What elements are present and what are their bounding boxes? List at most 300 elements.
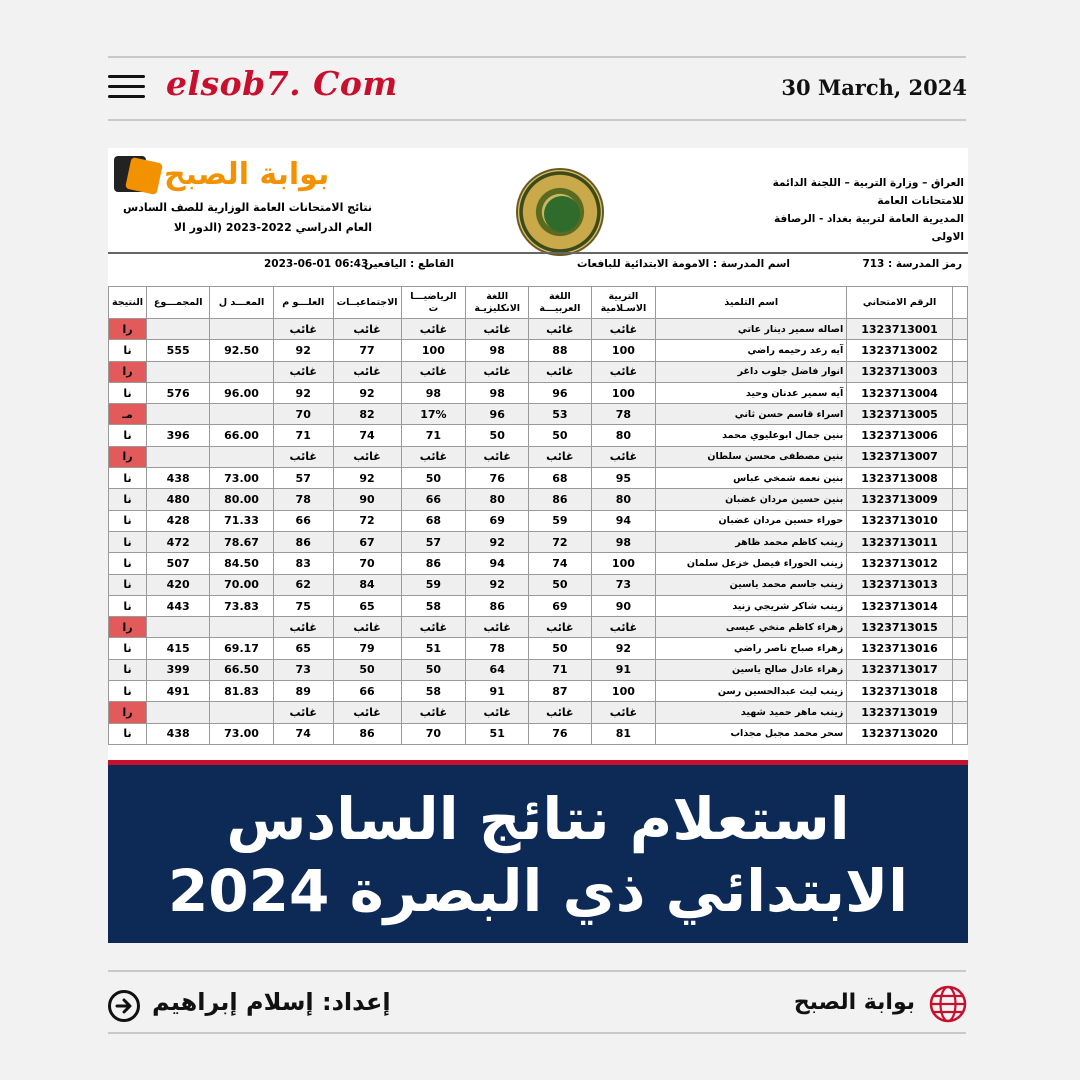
table-cell-edge xyxy=(952,468,967,489)
table-cell-name: بنين نعمه شمخي عباس xyxy=(656,468,847,489)
table-cell-math: 50 xyxy=(401,659,466,680)
table-cell-id: 1323713014 xyxy=(847,595,953,616)
table-cell-soc: 67 xyxy=(333,531,401,552)
table-row xyxy=(109,319,968,340)
table-cell-sci: 65 xyxy=(273,638,333,659)
table-cell-ara: 96 xyxy=(529,382,591,403)
table-cell-avg xyxy=(210,361,274,382)
table-cell-sci: 86 xyxy=(273,531,333,552)
table-cell-math: غائب xyxy=(401,702,466,723)
table-cell-eng: 98 xyxy=(466,382,529,403)
table-cell-soc: غائب xyxy=(333,617,401,638)
table-cell-isl: 73 xyxy=(591,574,656,595)
table-cell-avg xyxy=(210,319,274,340)
table-cell-edge xyxy=(952,681,967,702)
table-cell-result: را xyxy=(109,617,147,638)
table-cell-eng: 51 xyxy=(466,723,529,744)
table-cell-sci: 89 xyxy=(273,681,333,702)
table-cell-sci: 75 xyxy=(273,595,333,616)
table-cell-soc: غائب xyxy=(333,319,401,340)
table-cell-total: 438 xyxy=(147,468,210,489)
table-row xyxy=(109,702,968,723)
table-cell-soc: 77 xyxy=(333,340,401,361)
column-header: الرياضيـــا ت xyxy=(401,287,466,319)
table-cell-isl: 78 xyxy=(591,404,656,425)
table-row xyxy=(109,574,968,595)
table-cell-eng: 50 xyxy=(466,425,529,446)
table-row xyxy=(109,681,968,702)
table-cell-total: 443 xyxy=(147,595,210,616)
table-cell-id: 1323713016 xyxy=(847,638,953,659)
table-cell-edge xyxy=(952,446,967,467)
print-timestamp: 06:43 2023-06-01 xyxy=(264,258,369,270)
results-document-image xyxy=(108,148,968,760)
table-cell-ara: 59 xyxy=(529,510,591,531)
table-row xyxy=(109,531,968,552)
table-cell-sci: 92 xyxy=(273,382,333,403)
table-cell-ara: غائب xyxy=(529,446,591,467)
table-cell-isl: غائب xyxy=(591,617,656,638)
table-row xyxy=(109,553,968,574)
table-cell-avg: 70.00 xyxy=(210,574,274,595)
arrow-right-circle-icon[interactable] xyxy=(108,990,140,1022)
sector: القاطع : اليافعين xyxy=(364,258,454,270)
table-cell-math: غائب xyxy=(401,361,466,382)
table-cell-name: زهراء صباح ناصر راضي xyxy=(656,638,847,659)
table-row xyxy=(109,723,968,744)
table-cell-isl: 100 xyxy=(591,553,656,574)
table-cell-isl: 100 xyxy=(591,340,656,361)
table-cell-result: نا xyxy=(109,553,147,574)
table-cell-name: زهراء عادل صالح ياسين xyxy=(656,659,847,680)
table-cell-total: 555 xyxy=(147,340,210,361)
table-cell-total: 399 xyxy=(147,659,210,680)
table-cell-id: 1323713009 xyxy=(847,489,953,510)
table-cell-isl: 90 xyxy=(591,595,656,616)
table-cell-avg: 66.00 xyxy=(210,425,274,446)
table-cell-sci: 74 xyxy=(273,723,333,744)
brand-logo-text[interactable]: elsob7. Com xyxy=(166,64,398,103)
table-cell-total: 576 xyxy=(147,382,210,403)
table-cell-isl: غائب xyxy=(591,361,656,382)
table-cell-avg: 69.17 xyxy=(210,638,274,659)
table-cell-total: 420 xyxy=(147,574,210,595)
table-cell-result: نا xyxy=(109,382,147,403)
table-cell-ara: 53 xyxy=(529,404,591,425)
table-header-row xyxy=(109,287,968,319)
table-row xyxy=(109,659,968,680)
table-cell-id: 1323713012 xyxy=(847,553,953,574)
site-logo xyxy=(112,152,329,196)
table-cell-edge xyxy=(952,361,967,382)
table-cell-ara: 50 xyxy=(529,574,591,595)
table-cell-avg: 73.00 xyxy=(210,468,274,489)
table-cell-math: غائب xyxy=(401,617,466,638)
table-cell-name: آيه سمير عدنان وحيد xyxy=(656,382,847,403)
table-row xyxy=(109,425,968,446)
table-row xyxy=(109,446,968,467)
table-cell-avg: 73.00 xyxy=(210,723,274,744)
table-cell-isl: 100 xyxy=(591,382,656,403)
table-cell-soc: 70 xyxy=(333,553,401,574)
table-cell-avg: 80.00 xyxy=(210,489,274,510)
table-cell-id: 1323713011 xyxy=(847,531,953,552)
table-cell-avg: 71.33 xyxy=(210,510,274,531)
table-cell-eng: 76 xyxy=(466,468,529,489)
table-cell-sci: 66 xyxy=(273,510,333,531)
table-cell-edge xyxy=(952,340,967,361)
table-cell-edge xyxy=(952,531,967,552)
table-cell-result: نا xyxy=(109,595,147,616)
table-cell-avg xyxy=(210,617,274,638)
table-cell-result: نا xyxy=(109,489,147,510)
table-cell-avg: 81.83 xyxy=(210,681,274,702)
table-cell-id: 1323713015 xyxy=(847,617,953,638)
table-cell-ara: 88 xyxy=(529,340,591,361)
table-cell-isl: 91 xyxy=(591,659,656,680)
table-row xyxy=(109,382,968,403)
table-row xyxy=(109,617,968,638)
table-cell-avg: 66.50 xyxy=(210,659,274,680)
table-cell-total: 396 xyxy=(147,425,210,446)
table-cell-soc: 79 xyxy=(333,638,401,659)
table-cell-result: نا xyxy=(109,340,147,361)
table-cell-math: 17% xyxy=(401,404,466,425)
table-cell-math: 58 xyxy=(401,595,466,616)
document-left-header xyxy=(112,198,372,238)
table-cell-soc: 74 xyxy=(333,425,401,446)
table-cell-isl: 100 xyxy=(591,681,656,702)
logo-mark-icon xyxy=(112,152,160,196)
table-cell-eng: غائب xyxy=(466,319,529,340)
table-cell-total: 428 xyxy=(147,510,210,531)
table-cell-ara: 87 xyxy=(529,681,591,702)
school-info-row xyxy=(108,252,968,274)
table-cell-edge xyxy=(952,382,967,403)
table-cell-edge xyxy=(952,638,967,659)
table-cell-math: 51 xyxy=(401,638,466,659)
table-cell-ara: 50 xyxy=(529,425,591,446)
table-cell-id: 1323713013 xyxy=(847,574,953,595)
table-cell-avg: 73.83 xyxy=(210,595,274,616)
table-cell-name: انوار فاضل جلوب داغر xyxy=(656,361,847,382)
table-cell-result: نا xyxy=(109,531,147,552)
table-cell-id: 1323713006 xyxy=(847,425,953,446)
table-row xyxy=(109,595,968,616)
table-cell-result: نا xyxy=(109,468,147,489)
table-cell-edge xyxy=(952,595,967,616)
table-cell-ara: 71 xyxy=(529,659,591,680)
table-cell-result: نا xyxy=(109,425,147,446)
table-cell-eng: 64 xyxy=(466,659,529,680)
table-cell-id: 1323713002 xyxy=(847,340,953,361)
table-cell-edge xyxy=(952,702,967,723)
table-cell-total: 472 xyxy=(147,531,210,552)
table-cell-total: 507 xyxy=(147,553,210,574)
table-cell-soc: 90 xyxy=(333,489,401,510)
table-cell-soc: 84 xyxy=(333,574,401,595)
table-cell-result: نا xyxy=(109,510,147,531)
ministry-seal-icon xyxy=(516,168,604,256)
table-cell-ara: 50 xyxy=(529,638,591,659)
table-cell-sci: غائب xyxy=(273,361,333,382)
table-cell-edge xyxy=(952,574,967,595)
column-header: المعـــد ل xyxy=(210,287,274,319)
table-cell-avg xyxy=(210,404,274,425)
table-cell-edge xyxy=(952,617,967,638)
table-cell-result: را xyxy=(109,319,147,340)
table-cell-sci: 92 xyxy=(273,340,333,361)
table-cell-name: سحر محمد مجبل مجذاب xyxy=(656,723,847,744)
table-cell-id: 1323713018 xyxy=(847,681,953,702)
table-cell-sci: 62 xyxy=(273,574,333,595)
table-cell-math: 98 xyxy=(401,382,466,403)
table-row xyxy=(109,340,968,361)
table-cell-total xyxy=(147,446,210,467)
table-cell-avg: 92.50 xyxy=(210,340,274,361)
table-cell-ara: غائب xyxy=(529,617,591,638)
table-cell-ara: 72 xyxy=(529,531,591,552)
table-cell-eng: غائب xyxy=(466,361,529,382)
headline-line-2: الابتدائي ذي البصرة 2024 xyxy=(167,857,909,925)
table-cell-eng: 86 xyxy=(466,595,529,616)
table-cell-eng: غائب xyxy=(466,446,529,467)
table-cell-ara: 86 xyxy=(529,489,591,510)
table-cell-result: مـ xyxy=(109,404,147,425)
table-cell-name: زينب ليث عبدالحسين رسن xyxy=(656,681,847,702)
table-cell-isl: 80 xyxy=(591,489,656,510)
table-cell-soc: 82 xyxy=(333,404,401,425)
table-cell-edge xyxy=(952,553,967,574)
table-cell-isl: غائب xyxy=(591,446,656,467)
table-cell-soc: 92 xyxy=(333,382,401,403)
table-cell-eng: 69 xyxy=(466,510,529,531)
table-row xyxy=(109,404,968,425)
table-cell-result: را xyxy=(109,702,147,723)
table-cell-id: 1323713020 xyxy=(847,723,953,744)
table-cell-eng: 91 xyxy=(466,681,529,702)
table-cell-eng: غائب xyxy=(466,702,529,723)
table-cell-sci: 73 xyxy=(273,659,333,680)
column-header: المجمـــوع xyxy=(147,287,210,319)
table-cell-eng: 92 xyxy=(466,531,529,552)
table-cell-eng: غائب xyxy=(466,617,529,638)
table-cell-soc: 72 xyxy=(333,510,401,531)
school-code: رمز المدرسة : 713 xyxy=(862,258,962,270)
table-cell-total: 438 xyxy=(147,723,210,744)
column-header: اللغة العربيـــة xyxy=(529,287,591,319)
table-cell-ara: غائب xyxy=(529,319,591,340)
table-cell-avg: 78.67 xyxy=(210,531,274,552)
headline-line-1: استعلام نتائج السادس xyxy=(226,785,850,853)
table-cell-eng: 98 xyxy=(466,340,529,361)
table-cell-math: غائب xyxy=(401,446,466,467)
table-cell-isl: 80 xyxy=(591,425,656,446)
column-header: التربية الاسـلامية xyxy=(591,287,656,319)
table-cell-result: نا xyxy=(109,681,147,702)
table-cell-math: 100 xyxy=(401,340,466,361)
table-cell-ara: 69 xyxy=(529,595,591,616)
table-cell-total: 480 xyxy=(147,489,210,510)
table-cell-name: زهراء كاظم منخي عيسى xyxy=(656,617,847,638)
column-header-blank xyxy=(952,287,967,319)
table-cell-soc: 66 xyxy=(333,681,401,702)
table-cell-id: 1323713004 xyxy=(847,382,953,403)
table-cell-total xyxy=(147,404,210,425)
table-cell-eng: 96 xyxy=(466,404,529,425)
table-cell-isl: غائب xyxy=(591,702,656,723)
table-cell-name: بنين حسين مردان غضبان xyxy=(656,489,847,510)
title-banner xyxy=(108,760,968,943)
table-cell-id: 1323713005 xyxy=(847,404,953,425)
document-right-line: المديرية العامة لتربية بغداد - الرصافة xyxy=(773,213,964,225)
table-cell-eng: 92 xyxy=(466,574,529,595)
table-cell-sci: 57 xyxy=(273,468,333,489)
table-cell-sci: 83 xyxy=(273,553,333,574)
table-row xyxy=(109,361,968,382)
table-cell-avg: 84.50 xyxy=(210,553,274,574)
table-cell-name: زينب شاكر شريجي زنيد xyxy=(656,595,847,616)
table-cell-result: نا xyxy=(109,638,147,659)
table-cell-result: نا xyxy=(109,723,147,744)
table-cell-result: نا xyxy=(109,574,147,595)
column-header: اللغة الانكليزيـة xyxy=(466,287,529,319)
table-cell-total: 491 xyxy=(147,681,210,702)
table-cell-math: 68 xyxy=(401,510,466,531)
table-cell-name: آيه رعد رحيمه راضي xyxy=(656,340,847,361)
table-cell-ara: غائب xyxy=(529,702,591,723)
document-right-line: العراق – وزارة التربية – اللجنة الدائمة للامتحانات العامة xyxy=(772,177,964,207)
table-cell-isl: 95 xyxy=(591,468,656,489)
table-cell-sci: غائب xyxy=(273,702,333,723)
table-cell-edge xyxy=(952,489,967,510)
table-cell-edge xyxy=(952,319,967,340)
table-cell-name: بنين جمال ابوعليوي محمد xyxy=(656,425,847,446)
table-cell-total: 415 xyxy=(147,638,210,659)
column-header: العلـــو م xyxy=(273,287,333,319)
table-cell-soc: 92 xyxy=(333,468,401,489)
table-cell-ara: 74 xyxy=(529,553,591,574)
table-cell-isl: غائب xyxy=(591,319,656,340)
globe-icon[interactable] xyxy=(929,985,967,1023)
top-divider xyxy=(108,56,966,58)
table-cell-name: زينب الحوراء فيصل خزعل سلمان xyxy=(656,553,847,574)
author-credit: إعداد: إسلام إبراهيم xyxy=(152,988,391,1016)
table-cell-name: اصاله سمير دينار عاتي xyxy=(656,319,847,340)
table-cell-id: 1323713001 xyxy=(847,319,953,340)
table-cell-math: 59 xyxy=(401,574,466,595)
document-left-line: نتائج الامتحانات العامة الوزارية للصف السادس xyxy=(123,201,372,214)
table-cell-math: 70 xyxy=(401,723,466,744)
column-header: الاجتماعيــات xyxy=(333,287,401,319)
table-cell-edge xyxy=(952,404,967,425)
table-cell-id: 1323713003 xyxy=(847,361,953,382)
table-cell-soc: 86 xyxy=(333,723,401,744)
table-cell-math: غائب xyxy=(401,319,466,340)
table-cell-isl: 94 xyxy=(591,510,656,531)
table-cell-id: 1323713008 xyxy=(847,468,953,489)
table-cell-math: 86 xyxy=(401,553,466,574)
table-cell-math: 66 xyxy=(401,489,466,510)
table-cell-name: حوراء حسين مردان غضبان xyxy=(656,510,847,531)
table-cell-soc: غائب xyxy=(333,361,401,382)
table-cell-math: 50 xyxy=(401,468,466,489)
table-cell-soc: غائب xyxy=(333,702,401,723)
table-cell-edge xyxy=(952,510,967,531)
menu-icon[interactable] xyxy=(108,73,145,101)
table-cell-soc: 65 xyxy=(333,595,401,616)
table-cell-avg xyxy=(210,446,274,467)
banner-accent-bar xyxy=(108,760,968,765)
document-right-header xyxy=(724,174,964,246)
table-cell-ara: غائب xyxy=(529,361,591,382)
table-cell-avg: 96.00 xyxy=(210,382,274,403)
table-cell-math: 71 xyxy=(401,425,466,446)
results-table xyxy=(108,286,968,745)
table-cell-edge xyxy=(952,659,967,680)
table-cell-edge xyxy=(952,425,967,446)
header-divider xyxy=(108,119,966,121)
table-cell-total xyxy=(147,361,210,382)
table-cell-ara: 76 xyxy=(529,723,591,744)
table-cell-result: را xyxy=(109,446,147,467)
footer-site-name[interactable]: بوابة الصبح xyxy=(793,990,915,1015)
table-cell-id: 1323713007 xyxy=(847,446,953,467)
table-cell-math: 58 xyxy=(401,681,466,702)
table-cell-soc: 50 xyxy=(333,659,401,680)
logo-text: بوابة الصبح xyxy=(164,156,330,192)
column-header: اسم التلميذ xyxy=(656,287,847,319)
table-cell-name: زينب كاظم محمد ظاهر xyxy=(656,531,847,552)
table-cell-math: 57 xyxy=(401,531,466,552)
table-cell-id: 1323713010 xyxy=(847,510,953,531)
table-cell-edge xyxy=(952,723,967,744)
table-cell-eng: 78 xyxy=(466,638,529,659)
table-cell-id: 1323713017 xyxy=(847,659,953,680)
table-cell-sci: غائب xyxy=(273,446,333,467)
table-cell-isl: 98 xyxy=(591,531,656,552)
table-row xyxy=(109,468,968,489)
table-cell-name: زينب جاسم محمد ياسين xyxy=(656,574,847,595)
table-cell-result: را xyxy=(109,361,147,382)
document-left-line: العام الدراسي 2022-2023 (الدور الا xyxy=(173,221,372,234)
column-header: الرقم الامتحاني xyxy=(847,287,953,319)
table-cell-soc: غائب xyxy=(333,446,401,467)
table-cell-id: 1323713019 xyxy=(847,702,953,723)
footer-bottom-divider xyxy=(108,1032,966,1034)
table-row xyxy=(109,638,968,659)
table-cell-name: بنين مصطفى محسن سلطان xyxy=(656,446,847,467)
table-row xyxy=(109,510,968,531)
table-cell-eng: 80 xyxy=(466,489,529,510)
table-cell-eng: 94 xyxy=(466,553,529,574)
footer-top-divider xyxy=(108,970,966,972)
table-cell-name: اسراء قاسم حسن ثاني xyxy=(656,404,847,425)
table-cell-sci: 78 xyxy=(273,489,333,510)
table-cell-total xyxy=(147,617,210,638)
table-cell-name: زينب ماهر حميد شهيد xyxy=(656,702,847,723)
table-cell-sci: 71 xyxy=(273,425,333,446)
table-cell-total xyxy=(147,702,210,723)
table-cell-sci: غائب xyxy=(273,319,333,340)
table-cell-avg xyxy=(210,702,274,723)
table-cell-result: نا xyxy=(109,659,147,680)
table-cell-isl: 92 xyxy=(591,638,656,659)
document-right-line: الاولى xyxy=(931,231,964,243)
table-row xyxy=(109,489,968,510)
table-cell-isl: 81 xyxy=(591,723,656,744)
publish-date: 30 March, 2024 xyxy=(781,75,967,100)
